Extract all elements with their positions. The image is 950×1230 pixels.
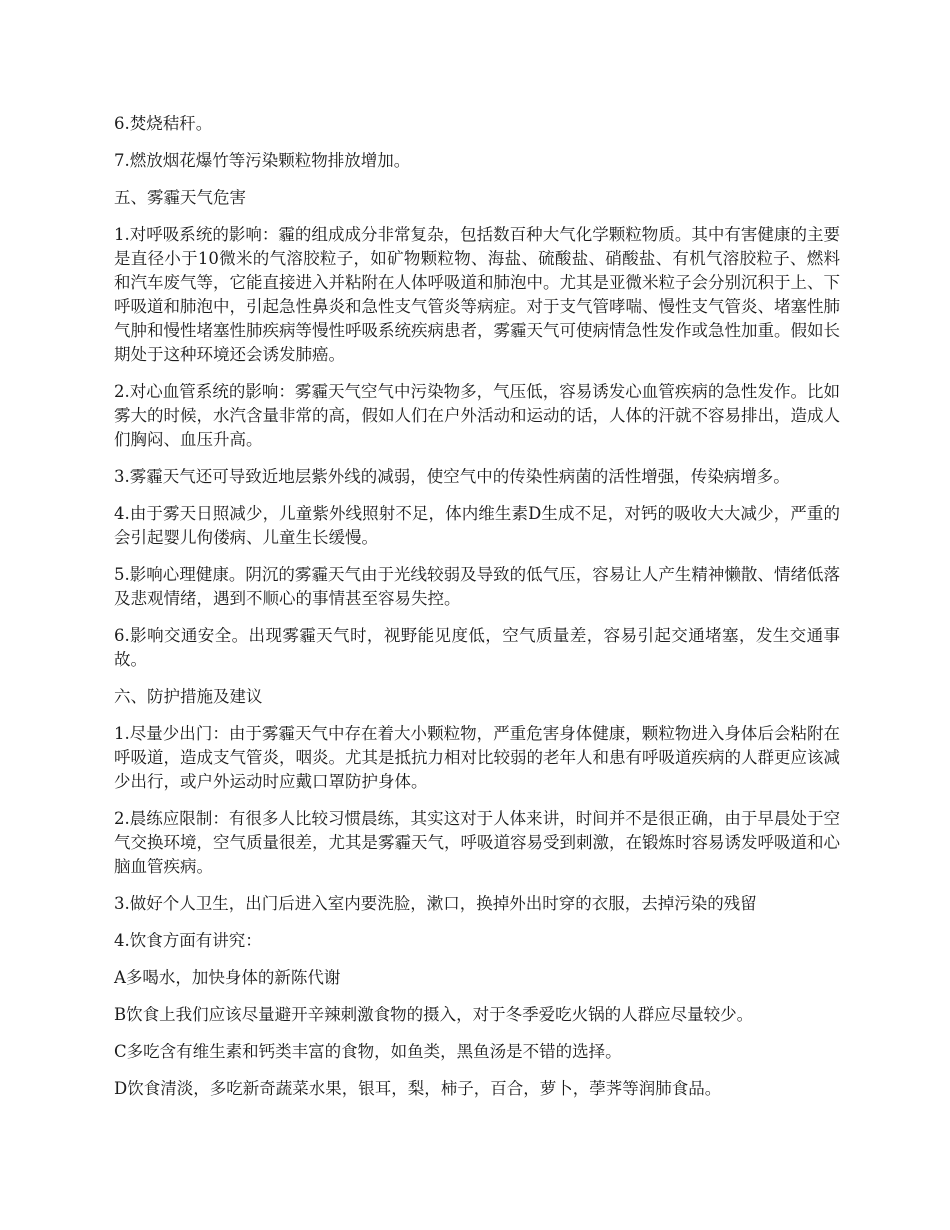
section-heading-protection: 六、防护措施及建议 — [114, 687, 263, 706]
paragraph-item-6: 6.焚烧秸秆。 — [114, 114, 213, 133]
paragraph-cardiovascular-effects: 2.对心血管系统的影响：雾霾天气空气中污染物多，气压低，容易诱发心血管疾病的急性发作。比如雾大的时候，水汽含量非常的高，假如人们在户外活动和运动的话，人体的汗就不容易排出，造成人们胸闷、血压升高。 — [114, 382, 840, 449]
section-heading-hazards: 五、雾霾天气危害 — [114, 188, 246, 207]
paragraph-diet-heading: 4.饮食方面有讲究： — [114, 931, 262, 950]
paragraph-uv-reduction: 3.雾霾天气还可导致近地层紫外线的减弱，使空气中的传染性病菌的活性增强，传染病增多。 — [114, 467, 790, 486]
paragraph-diet-a: A多喝水，加快身体的新陈代谢 — [114, 968, 341, 987]
paragraph-item-7: 7.燃放烟花爆竹等污染颗粒物排放增加。 — [114, 151, 411, 170]
paragraph-mental-health: 5.影响心理健康。阴沉的雾霾天气由于光线较弱及导致的低气压，容易让人产生精神懒散、情绪低落及悲观情绪，遇到不顺心的事情甚至容易失控。 — [114, 565, 840, 608]
document-body — [114, 112, 840, 1114]
paragraph-respiratory-effects: 1.对呼吸系统的影响：霾的组成成分非常复杂，包括数百种大气化学颗粒物质。其中有害健康的主要是直径小于10微米的气溶胶粒子，如矿物颗粒物、海盐、硫酸盐、硝酸盐、有机气溶胶粒子、燃料和汽车废气等，它能直接进入并粘附在人体呼吸道和肺泡中。尤其是亚微米粒子会分别沉积于上、下呼吸道和肺泡中，引起急性鼻炎和急性支气管炎等病症。对于支气管哮喘、慢性支气管炎、堵塞性肺气肿和慢性堵塞性肺疾病等慢性呼吸系统疾病患者，雾霾天气可使病情急性发作或急性加重。假如长期处于这种环境还会诱发肺癌。 — [114, 225, 840, 364]
paragraph-diet-b: B饮食上我们应该尽量避开辛辣刺激食物的摄入，对于冬季爱吃火锅的人群应尽量较少。 — [114, 1005, 754, 1024]
paragraph-diet-c: C多吃含有维生素和钙类丰富的食物，如鱼类，黑鱼汤是不错的选择。 — [114, 1042, 622, 1061]
paragraph-personal-hygiene: 3.做好个人卫生，出门后进入室内要洗脸，漱口，换掉外出时穿的衣服，去掉污染的残留 — [114, 894, 757, 913]
paragraph-vitamin-d: 4.由于雾天日照减少，儿童紫外线照射不足，体内维生素D生成不足，对钙的吸收大大减少，严重的会引起婴儿佝偻病、儿童生长缓慢。 — [114, 504, 840, 547]
paragraph-traffic-safety: 6.影响交通安全。出现雾霾天气时，视野能见度低，空气质量差，容易引起交通堵塞，发生交通事故。 — [114, 626, 840, 669]
paragraph-diet-d: D饮食清淡，多吃新奇蔬菜水果，银耳，梨，柿子，百合，萝卜，荸荠等润肺食品。 — [114, 1079, 722, 1098]
paragraph-stay-indoors: 1.尽量少出门：由于雾霾天气中存在着大小颗粒物，严重危害身体健康，颗粒物进入身体后会粘附在呼吸道，造成支气管炎，咽炎。尤其是抵抗力相对比较弱的老年人和患有呼吸道疾病的人群更应该减少出行，或户外运动时应戴口罩防护身体。 — [114, 724, 840, 791]
paragraph-limit-morning-exercise: 2.晨练应限制：有很多人比较习惯晨练，其实这对于人体来讲，时间并不是很正确，由于早晨处于空气交换环境，空气质量很差，尤其是雾霾天气，呼吸道容易受到刺激，在锻炼时容易诱发呼吸道和心脑血管疾病。 — [114, 809, 840, 876]
